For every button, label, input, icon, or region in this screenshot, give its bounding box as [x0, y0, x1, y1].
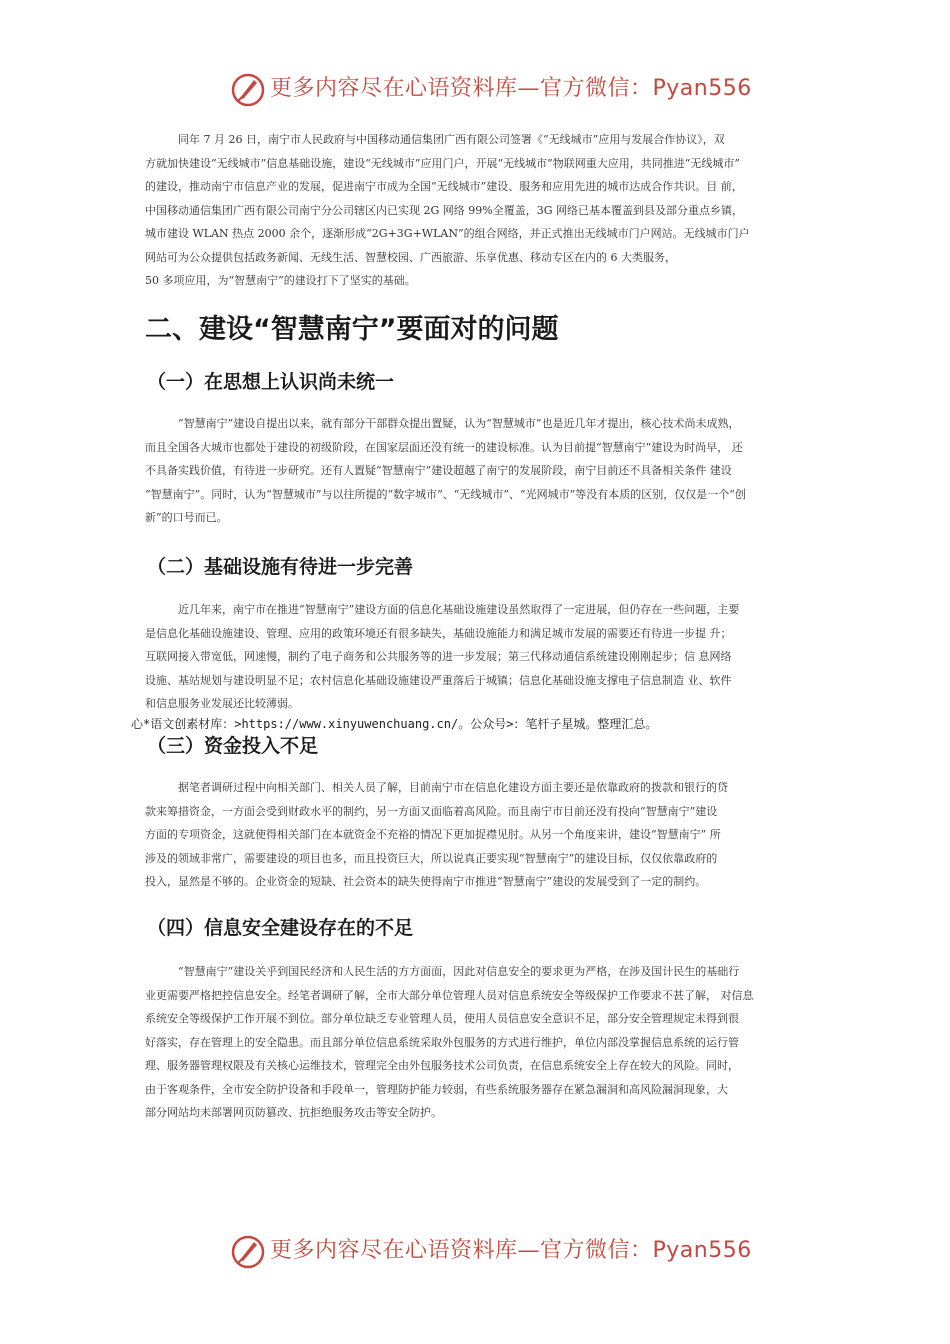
section-heading: 二、建设“智慧南宁”要面对的问题 — [145, 314, 559, 345]
subsection-2-paragraph — [145, 598, 815, 716]
header-banner — [0, 70, 950, 110]
subsection-4-paragraph — [145, 960, 815, 1125]
paragraph-line: 互联网接入带宽低，网速慢，制约了电子商务和公共服务等的进一步发展；第三代移动通信系统建设刚刚起步；信 息网络 — [145, 650, 732, 663]
paragraph-line: 新”的口号而已。 — [145, 511, 228, 524]
paragraph-line: 和信息服务业发展还比较薄弱。 — [145, 697, 299, 710]
paragraph-line: 同年 7 月 26 日，南宁市人民政府与中国移动通信集团广西有限公司签署《“无线城市”应用与发展合作协议》，双 — [178, 133, 725, 146]
subsection-3-paragraph — [145, 776, 815, 894]
paragraph-line: 方就加快建设“无线城市”信息基础设施，建设“无线城市”应用门户，开展“无线城市”物联网重大应用，共同推进“无线城市” — [145, 156, 740, 170]
paragraph-line: 部分网站均未部署网页防篡改、抗拒绝服务攻击等安全防护。 — [145, 1106, 442, 1119]
paragraph-line: 网站可为公众提供包括政务新闻、无线生活、智慧校园、广西旅游、乐享优惠、移动专区在内的 6 大类服务， — [145, 250, 676, 264]
paragraph-line: 中国移动通信集团广西有限公司南宁分公司辖区内已实现 2G 网络 99%全覆盖，3G 网络已基本覆盖到县及部分重点乡镇， — [145, 203, 744, 217]
paragraph-line: “智慧南宁”建设关乎到国民经济和人民生活的方方面面，因此对信息安全的要求更为严格，在涉及国计民生的基础行 — [178, 965, 740, 978]
subsection-heading-3: （三）资金投入不足 — [147, 735, 319, 757]
footer-banner — [0, 1232, 950, 1272]
paragraph-line: 业更需要严格把控信息安全。经笔者调研了解，全市大部分单位管理人员对信息系统安全等级保护工作要求不甚了解， 对信息 — [145, 988, 754, 1002]
paragraph-line: 近几年来，南宁市在推进“智慧南宁”建设方面的信息化基础设施建设虽然取得了一定进展，但仍存在一些问题，主要 — [178, 603, 740, 616]
banner-wechat-id: Pyan556 — [652, 1238, 752, 1263]
paragraph-line: 好落实，存在管理上的安全隐患。而且部分单位信息系统采取外包服务的方式进行维护，单位内部没掌握信息系统的运行管 — [145, 1035, 739, 1049]
subsection-heading-4: （四）信息安全建设存在的不足 — [147, 917, 414, 939]
paragraph-line: 的建设，推动南宁市信息产业的发展，促进南宁市成为全国“无线城市”建设、服务和应用先进的城市达成合作共识。目 前， — [145, 180, 743, 193]
paragraph-line: 投入，显然是不够的。企业资金的短缺、社会资本的缺失使得南宁市推进“智慧南宁”建设的发展受到了一定的制约。 — [145, 875, 707, 888]
paragraph-line: 不具备实践价值，有待进一步研究。还有人置疑“智慧南宁”建设超越了南宁的发展阶段，南宁目前还不具备相关条件 建设 — [145, 464, 732, 477]
paragraph-line: 是信息化基础设施建设、管理、应用的政策环境还有很多缺失，基础设施能力和满足城市发展的需要还有待进一步提 升； — [145, 626, 732, 640]
paragraph-line: 而且全国各大城市也都处于建设的初级阶段，在国家层面还没有统一的建设标准。认为目前提“智慧南宁”建设为时尚早， 还 — [145, 440, 743, 454]
banner-wechat-id: Pyan556 — [652, 76, 752, 101]
intro-paragraph — [145, 128, 815, 293]
paragraph-line: 50 多项应用，为“智慧南宁”的建设打下了坚实的基础。 — [145, 274, 416, 287]
banner-text: 更多内容尽在心语资料库—官方微信：Pyan556 — [270, 76, 752, 101]
paragraph-line: 方面的专项资金，这就使得相关部门在本就资金不充裕的情况下更加捉襟见肘。从另一个角度来讲，建设“智慧南宁” 所 — [145, 828, 721, 841]
subsection-1-paragraph — [145, 412, 815, 530]
paragraph-line: 款来筹措资金，一方面会受到财政水平的制约，另一方面又面临着高风险。而且南宁市目前还没有投向“智慧南宁”建设 — [145, 804, 718, 818]
quill-logo-icon — [230, 1234, 266, 1270]
subsection-heading-1: （一）在思想上认识尚未统一 — [147, 371, 395, 393]
banner-text: 更多内容尽在心语资料库—官方微信：Pyan556 — [270, 1238, 752, 1263]
paragraph-line: 系统安全等级保护工作开展不到位。部分单位缺乏专业管理人员，使用人员信息安全意识不足，部分安全管理规定未得到很 — [145, 1012, 739, 1025]
paragraph-line: “智慧南宁”建设自提出以来，就有部分干部群众提出置疑，认为“智慧城市”也是近几年才提出，核心技术尚未成熟， — [178, 417, 740, 430]
quill-logo-icon — [230, 72, 266, 108]
paragraph-line: “智慧南宁”。同时，认为“智慧城市”与以往所提的“数字城市”、“无线城市”、“光网城市”等没有本质的区别，仅仅是一个“创 — [145, 487, 746, 501]
paragraph-line: 城市建设 WLAN 热点 2000 余个，逐渐形成“2G+3G+WLAN”的组合网络，并正式推出无线城市门户网站。无线城市门户 — [145, 227, 750, 240]
paragraph-line: 据笔者调研过程中向相关部门、相关人员了解，目前南宁市在信息化建设方面主要还是依靠政府的拨款和银行的贷 — [178, 781, 728, 794]
paragraph-line: 涉及的领域非常广，需要建设的项目也多，而且投资巨大，所以说真正要实现“智慧南宁”的建设目标，仅仅依靠政府的 — [145, 851, 718, 865]
subsection-heading-2: （二）基础设施有待进一步完善 — [147, 556, 414, 578]
paragraph-line: 理、服务器管理权限及有关核心运维技术，管理完全由外包服务技术公司负责，在信息系统安全上存在较大的风险。同时， — [145, 1059, 739, 1072]
paragraph-line: 设施、基站规划与建设明显不足；农村信息化基础设施建设严重落后于城镇；信息化基础设施支撑电子信息制造 业、软件 — [145, 673, 732, 687]
paragraph-line: 由于客观条件，全市安全防护设备和手段单一，管理防护能力较弱，有些系统服务器存在紧急漏洞和高风险漏洞现象，大 — [145, 1082, 728, 1096]
source-credit: 心*语文创素材库：>https://www.xinyuwenchuang.cn/。公众号>：笔杆子星城。整理汇总。 — [131, 717, 658, 731]
